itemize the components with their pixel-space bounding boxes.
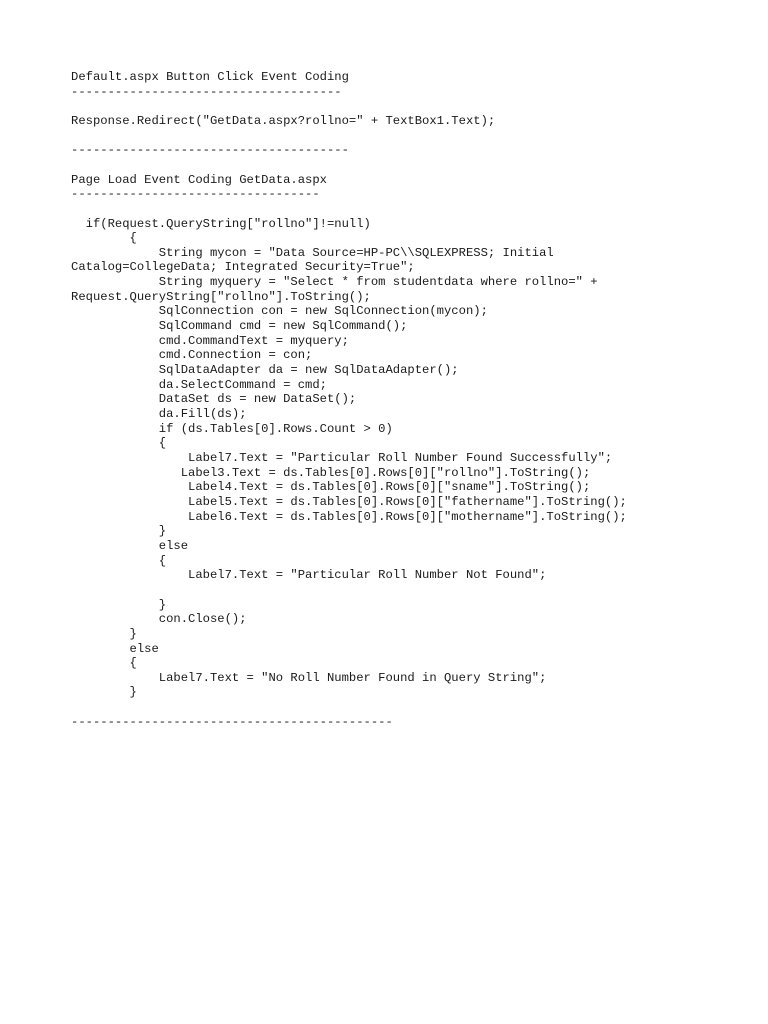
code-line: { [71,656,137,671]
code-line: DataSet ds = new DataSet(); [71,392,357,407]
code-line: Response.Redirect("GetData.aspx?rollno=" + TextBox1.Text); [71,113,496,128]
code-line: } [71,685,137,700]
code-line: cmd.Connection = con; [71,348,313,363]
code-line: Label3.Text = ds.Tables[0].Rows[0]["rollno"].ToString(); [71,465,591,480]
code-line: Label7.Text = "Particular Roll Number Not Found"; [71,568,547,583]
separator-line: ---------------------------------- [71,187,320,202]
code-line: da.SelectCommand = cmd; [71,377,327,392]
code-line: Label6.Text = ds.Tables[0].Rows[0]["mothername"].ToString(); [71,509,627,524]
blank-line [71,202,751,217]
code-line: SqlCommand cmd = new SqlCommand(); [71,319,408,334]
blank-line [71,158,751,173]
code-line: else [71,538,189,553]
separator-line: -------------------------------------------- [71,714,393,729]
code-line: { [71,231,137,246]
code-line: } [71,524,167,539]
code-line: else [71,641,159,656]
code-line: if (ds.Tables[0].Rows.Count > 0) [71,421,393,436]
code-line: SqlDataAdapter da = new SqlDataAdapter(); [71,363,459,378]
code-line: SqlConnection con = new SqlConnection(mycon); [71,304,488,319]
code-listing [71,70,751,729]
code-line: Request.QueryString["rollno"].ToString(); [71,289,371,304]
section-heading: Default.aspx Button Click Event Coding [71,70,349,84]
code-line: cmd.CommandText = myquery; [71,333,349,348]
code-line: { [71,436,167,451]
blank-line [71,129,751,144]
section-heading: Page Load Event Coding GetData.aspx [71,172,327,187]
code-line: Catalog=CollegeData; Integrated Security=True"; [71,260,415,275]
code-line: String mycon = "Data Source=HP-PC\\SQLEXPRESS; Initial [71,245,554,260]
code-line: Label7.Text = "Particular Roll Number Found Successfully"; [71,451,613,465]
code-line: Label4.Text = ds.Tables[0].Rows[0]["sname"].ToString(); [71,480,591,495]
separator-line: ------------------------------------- [71,84,342,99]
code-line: if(Request.QueryString["rollno"]!=null) [71,216,371,231]
code-line: Label5.Text = ds.Tables[0].Rows[0]["fathername"].ToString(); [71,494,627,509]
code-line: Label7.Text = "No Roll Number Found in Query String"; [71,670,547,685]
blank-line [71,583,751,598]
separator-line: -------------------------------------- [71,143,349,158]
code-line: String myquery = "Select * from studentdata where rollno=" + [71,275,598,290]
code-line: } [71,626,137,641]
code-line: con.Close(); [71,612,247,627]
blank-line [71,700,751,715]
code-line: da.Fill(ds); [71,407,247,422]
code-line: } [71,597,167,612]
code-line: { [71,553,167,568]
blank-line [71,99,751,114]
